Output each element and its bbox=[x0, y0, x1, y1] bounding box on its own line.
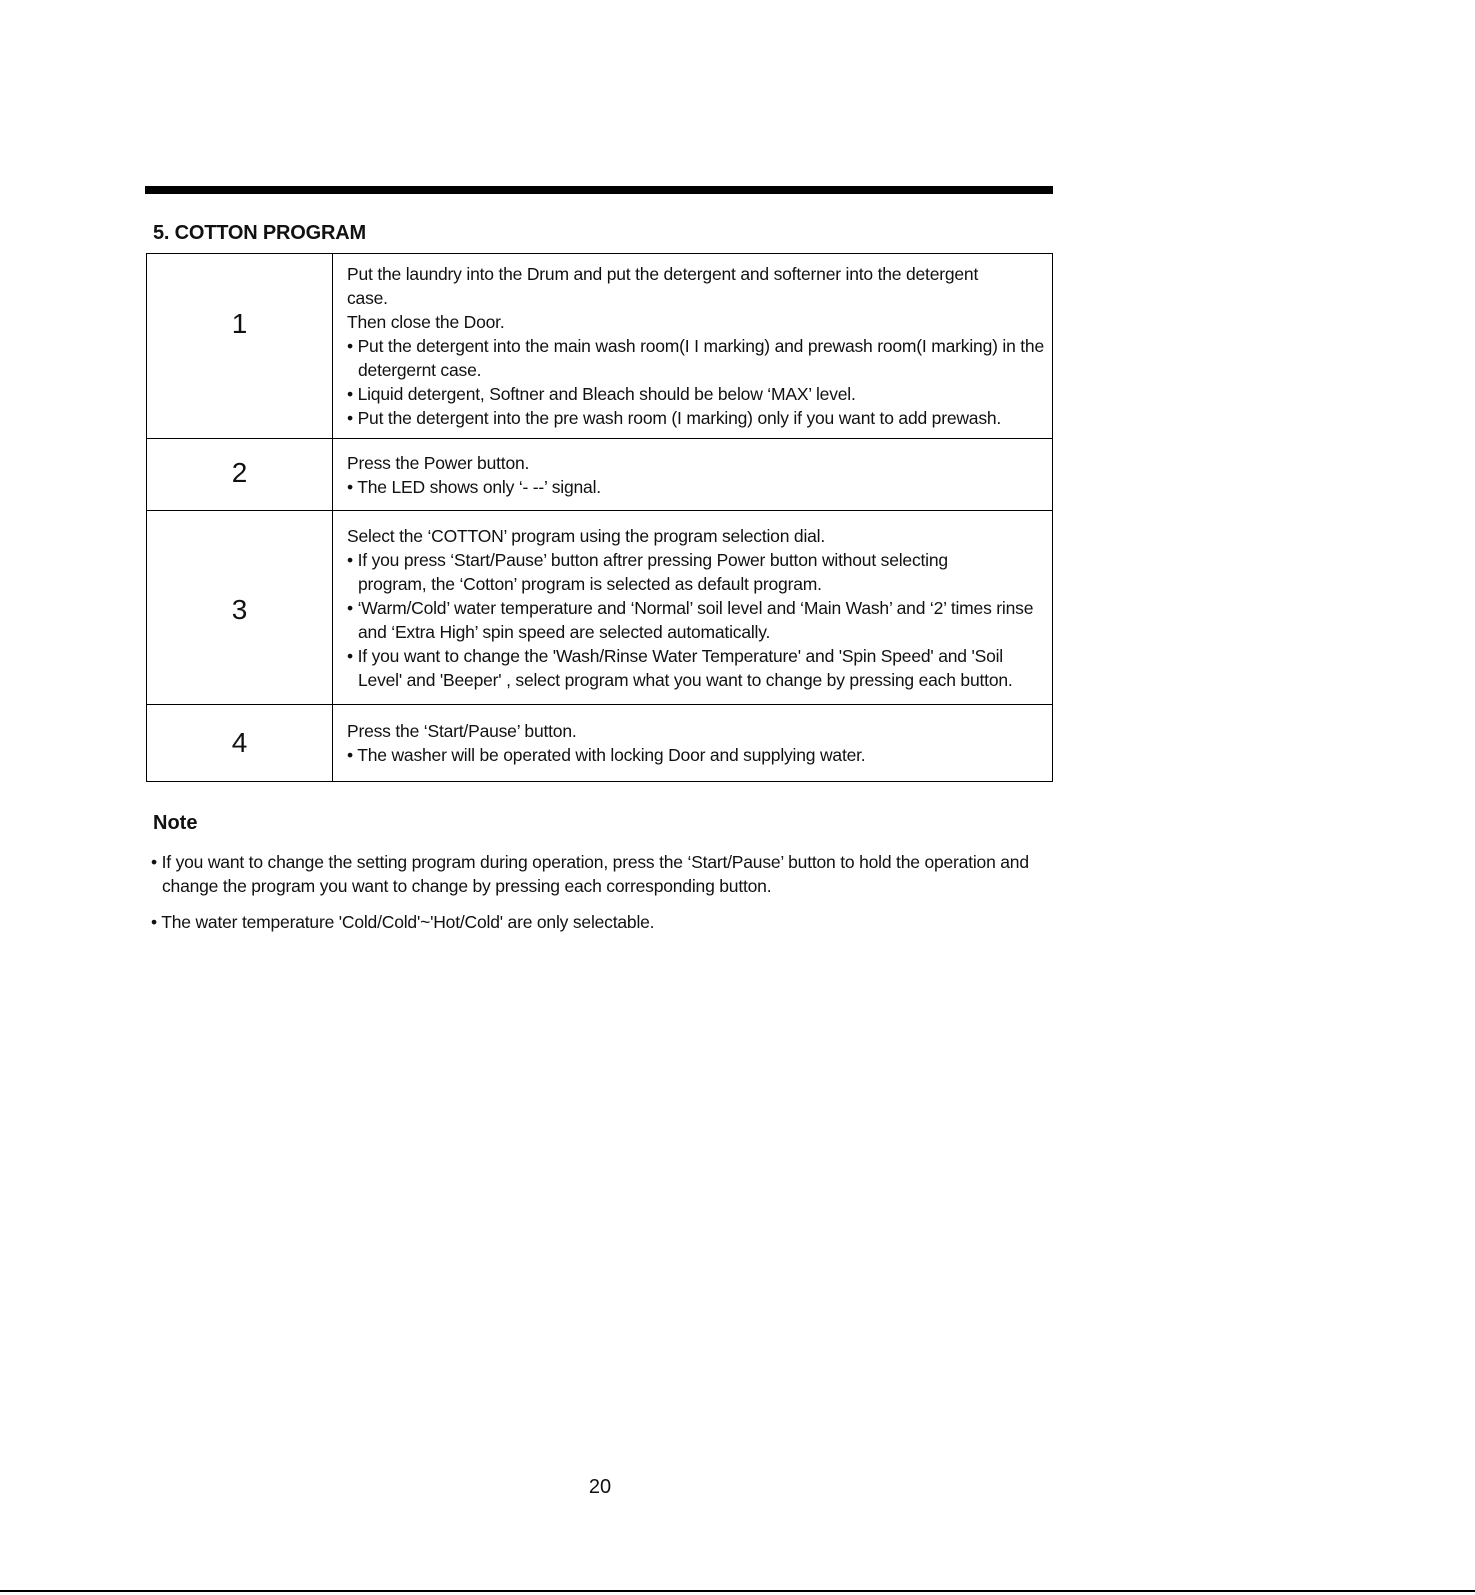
step-line: Put the laundry into the Drum and put the detergent and softerner into the detergent case. bbox=[347, 264, 979, 308]
step-line: Press the Power button. bbox=[347, 452, 530, 473]
step-row-3 bbox=[147, 511, 1053, 705]
step-line: Select the ‘COTTON’ program using the program selection dial. bbox=[347, 525, 826, 546]
step-bullet: • If you want to change the 'Wash/Rinse Water Temperature' and 'Spin Speed' and 'Soil Level' and 'Beeper' , select program what you want to change by pressing each button. bbox=[347, 645, 1013, 690]
note-list bbox=[151, 850, 1051, 946]
step-description bbox=[333, 254, 1053, 439]
step-row-1 bbox=[147, 254, 1053, 439]
step-row-2 bbox=[147, 439, 1053, 511]
section-title: 5. COTTON PROGRAM bbox=[153, 222, 366, 244]
note-title: Note bbox=[153, 812, 198, 834]
step-bullet: • The LED shows only ‘- --’ signal. bbox=[347, 476, 601, 497]
step-line: Press the ‘Start/Pause’ button. bbox=[347, 721, 577, 741]
step-description bbox=[333, 511, 1053, 705]
note-item: • If you want to change the setting program during operation, press the ‘Start/Pause’ button to hold the operation and change the program you want to change by pressing each corresponding button. bbox=[151, 852, 1029, 896]
step-number: 3 bbox=[231, 593, 248, 625]
step-bullet: • Put the detergent into the pre wash room (I marking) only if you want to add prewash. bbox=[347, 408, 1002, 428]
step-description bbox=[333, 705, 1053, 782]
step-number-cell bbox=[147, 439, 333, 511]
step-row-4 bbox=[147, 705, 1053, 782]
step-bullet: • The washer will be operated with locking Door and supplying water. bbox=[347, 745, 866, 765]
page-number: 20 bbox=[588, 1476, 612, 1498]
top-rule bbox=[145, 186, 1053, 194]
step-bullet: • Put the detergent into the main wash room(I I marking) and prewash room(I marking) in the detergernt case. bbox=[347, 336, 1045, 380]
step-number: 2 bbox=[231, 456, 248, 488]
note-item: • The water temperature 'Cold/Cold'~'Hot/Cold' are only selectable. bbox=[151, 912, 655, 932]
step-line: Then close the Door. bbox=[347, 312, 505, 332]
bottom-rule bbox=[0, 1590, 1475, 1592]
step-number: 1 bbox=[231, 308, 248, 339]
step-description bbox=[333, 439, 1053, 511]
step-bullet: • ‘Warm/Cold’ water temperature and ‘Normal’ soil level and ‘Main Wash’ and ‘2’ times rinse and ‘Extra High’ spin speed are selected automatically. bbox=[347, 597, 1034, 642]
step-number-cell bbox=[147, 254, 333, 439]
step-number-cell bbox=[147, 705, 333, 782]
step-number: 4 bbox=[231, 727, 248, 758]
step-bullet: • If you press ‘Start/Pause’ button aftrer pressing Power button without selecting program, the ‘Cotton’ program is selected as default program. bbox=[347, 549, 948, 594]
steps-table bbox=[146, 253, 1053, 782]
step-bullet: • Liquid detergent, Softner and Bleach should be below ‘MAX’ level. bbox=[347, 384, 856, 404]
step-number-cell bbox=[147, 511, 333, 705]
